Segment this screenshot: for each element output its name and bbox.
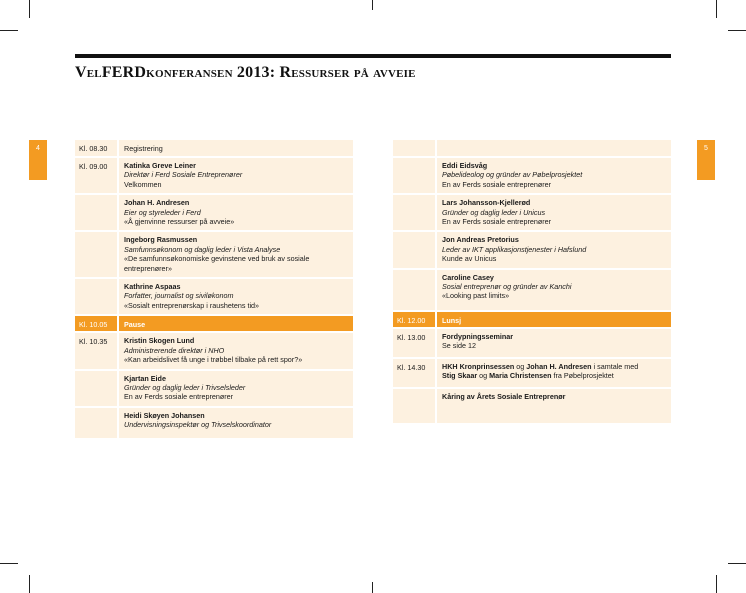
speaker-name: Kristin Skogen Lund [124, 336, 195, 346]
time-cell [393, 158, 437, 193]
crop-mark [372, 582, 373, 593]
speaker-name: Kjartan Eide [124, 373, 166, 383]
break-row [75, 316, 353, 331]
program-row [393, 389, 671, 423]
program-text [442, 371, 671, 380]
speaker-role: Pøbelideolog og gründer av Pøbelprosjektet [442, 170, 583, 180]
speaker-role: Gründer og daglig leder i Trivselsleder [124, 382, 246, 392]
program-row [75, 158, 353, 193]
program-body [119, 140, 353, 156]
speaker-role: Eier og styreleder i Ferd [124, 207, 201, 217]
time-cell [75, 279, 119, 314]
speaker-role: Gründer og daglig leder i Unicus [442, 207, 546, 217]
time-cell [75, 232, 119, 277]
page-number-left: 4 [29, 140, 47, 180]
program-row [393, 270, 671, 310]
speaker-role: Leder av IKT applikasjonstjenester i Hafslund [442, 244, 587, 254]
speaker-name: Johan H. Andresen [124, 198, 190, 208]
crop-mark [372, 0, 373, 10]
program-row [393, 158, 671, 193]
speaker-name: Katinka Greve Leiner [124, 161, 196, 170]
speaker-role: Administrerende direktør i NHO [124, 345, 225, 355]
time-cell: Kl. 13.00 [393, 329, 437, 357]
program-text: En av Ferds sosiale entreprenører [442, 179, 552, 189]
speaker-role: Sosial entreprenør og gründer av Kanchi [442, 282, 572, 292]
speaker-name: Eddi Eidsvåg [442, 161, 488, 170]
program-body [437, 232, 671, 267]
crop-mark [728, 30, 746, 31]
program-body [119, 232, 353, 277]
speaker-role: Forfatter, journalist og siviløkonom [124, 291, 234, 301]
program-body [119, 316, 353, 331]
time-cell [75, 195, 119, 230]
speaker-name: Fordypningsseminar [442, 331, 514, 341]
program-row [75, 408, 353, 438]
time-cell: Kl. 08.30 [75, 140, 119, 156]
program-row [75, 195, 353, 230]
program-row [75, 140, 353, 156]
program-body [119, 158, 353, 193]
program-text: «De samfunnsøkonomiske gevinstene ved bruk av sosiale [124, 254, 310, 264]
program-text: Pause [124, 320, 146, 330]
program-column-right [393, 140, 671, 425]
time-cell [393, 195, 437, 230]
program-text [442, 362, 671, 371]
program-body [119, 408, 353, 438]
program-body [119, 195, 353, 230]
program-text: Kunde av Unicus [442, 254, 497, 264]
program-body [437, 158, 671, 193]
speaker-name: Caroline Casey [442, 272, 494, 282]
speaker-role: Direktør i Ferd Sosiale Entreprenører [124, 170, 243, 180]
program-text: entreprenører» [124, 263, 172, 273]
program-row [393, 140, 671, 156]
time-cell [393, 140, 437, 156]
speaker-name: HKH Kronprinsessen [442, 361, 515, 371]
speaker-name: Lars Johansson-Kjellerød [442, 198, 531, 208]
crop-mark [29, 0, 30, 18]
program-row [393, 329, 671, 357]
program-row [75, 333, 353, 368]
program-body [437, 329, 671, 357]
program-row [75, 232, 353, 277]
program-body [437, 140, 671, 156]
crop-mark [716, 0, 717, 18]
speaker-name: Heidi Skøyen Johansen [124, 410, 205, 420]
program-text: Se side 12 [442, 341, 476, 351]
crop-mark [728, 563, 746, 564]
program-row [393, 195, 671, 230]
program-row [75, 371, 353, 406]
connector-text: og [477, 371, 490, 381]
program-text: En av Ferds sosiale entreprenører [124, 392, 234, 402]
program-text: En av Ferds sosiale entreprenører [442, 217, 552, 227]
program-row [393, 232, 671, 267]
title-rule [75, 54, 671, 58]
program-body [437, 359, 671, 387]
program-body [119, 333, 353, 368]
program-text: «Sosialt entreprenørskap i raushetens tid» [124, 300, 260, 310]
speaker-name: Ingeborg Rasmussen [124, 235, 198, 245]
program-body [437, 389, 671, 423]
speaker-name: Kathrine Aspaas [124, 282, 181, 292]
time-cell [75, 408, 119, 438]
speaker-role: Undervisningsinspektør og Trivselskoordinator [124, 420, 272, 430]
time-cell [393, 389, 437, 423]
page-number-right: 5 [697, 140, 715, 180]
speaker-role: Samfunnsøkonom og daglig leder i Vista Analyse [124, 244, 281, 254]
time-cell [393, 232, 437, 267]
crop-mark [0, 563, 18, 564]
program-body [119, 371, 353, 406]
connector-text: i samtale med [591, 361, 639, 371]
program-body [437, 195, 671, 230]
program-body [119, 279, 353, 314]
speaker-name: Kåring av Årets Sosiale Entreprenør [442, 391, 566, 401]
time-cell: Kl. 12.00 [393, 312, 437, 327]
program-text: «Looking past limits» [442, 291, 510, 301]
program-text: «Å gjenvinne ressurser på avveie» [124, 217, 235, 227]
program-text: Velkommen [124, 179, 162, 189]
speaker-name: Johan H. Andresen [526, 361, 592, 371]
crop-mark [716, 575, 717, 593]
page-title: VelFERDkonferansen 2013: Ressurser på avveie [75, 64, 416, 81]
program-text: Registrering [124, 144, 163, 153]
time-cell: Kl. 10.05 [75, 316, 119, 331]
program-text: «Kan arbeidslivet få unge i trøbbel tilbake på rett spor?» [124, 355, 303, 365]
speaker-name: Stig Skaar [442, 371, 478, 381]
crop-mark [29, 575, 30, 593]
connector-text: og [514, 361, 527, 371]
program-column-left [75, 140, 353, 440]
program-row [393, 359, 671, 387]
connector-text: fra Pøbelprosjektet [551, 371, 614, 381]
program-body [437, 312, 671, 327]
crop-mark [0, 30, 18, 31]
program-row [75, 279, 353, 314]
program-text: Lunsj [442, 315, 462, 325]
break-row [393, 312, 671, 327]
program-body [437, 270, 671, 310]
time-cell: Kl. 14.30 [393, 359, 437, 387]
speaker-name: Maria Christensen [489, 371, 552, 381]
speaker-name: Jon Andreas Pretorius [442, 235, 519, 245]
time-cell: Kl. 09.00 [75, 158, 119, 193]
time-cell: Kl. 10.35 [75, 333, 119, 368]
time-cell [75, 371, 119, 406]
time-cell [393, 270, 437, 310]
